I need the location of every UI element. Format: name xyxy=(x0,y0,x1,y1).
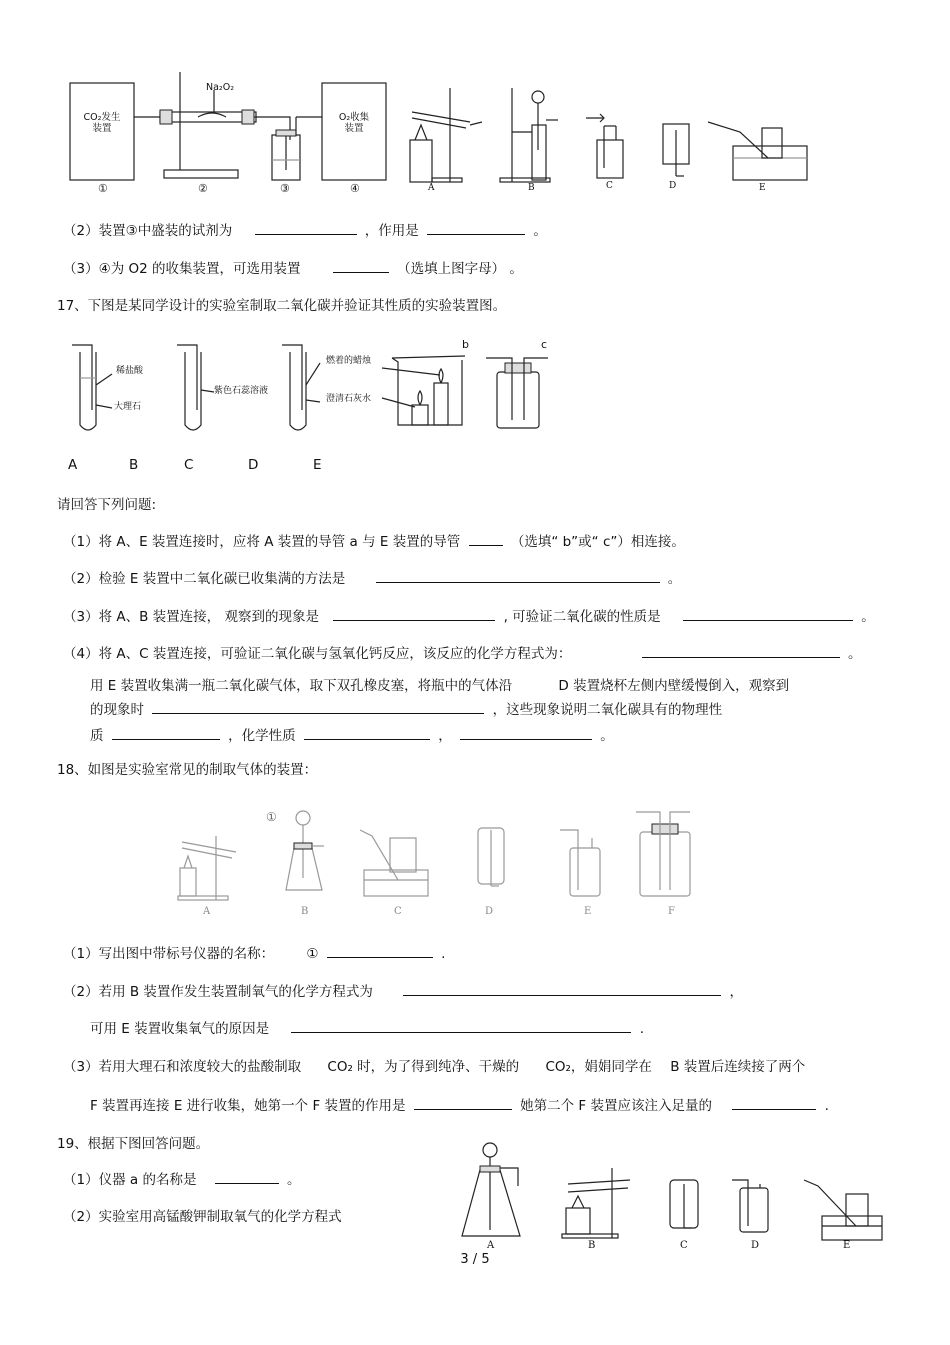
q18-part5: F 装置再连接 E 进行收集，她第一个 F 装置的作用是 她第二个 F 装置应该注入足量的 . xyxy=(90,1094,829,1114)
q18-part3: 可用 E 装置收集氧气的原因是 . xyxy=(90,1017,644,1037)
q19-fig-label-a: A xyxy=(487,1240,495,1251)
fig1-label-1: ① xyxy=(98,182,108,195)
q17-letter-e: E xyxy=(313,457,322,473)
na2o2-label: Na₂O₂ xyxy=(205,82,235,93)
label-limewater: 澄清石灰水 xyxy=(326,394,372,404)
q17-part2: （2）检验 E 装置中二氧化碳已收集满的方法是 。 xyxy=(63,567,681,587)
fig1-label-2: ② xyxy=(198,182,208,195)
q19-fig-label-b: B xyxy=(588,1240,596,1251)
fig1-label-3: ③ xyxy=(280,182,290,195)
q18-part2: （2）若用 B 装置作发生装置制氧气的化学方程式为 ， xyxy=(63,980,743,1000)
q18-fig-label-a: A xyxy=(203,906,211,917)
q17-letter-d: D xyxy=(248,457,259,473)
q18-fig-label-c: C xyxy=(394,906,402,917)
o2-collector-label: O₂收集 装置 xyxy=(338,112,370,134)
q17-title: 17、下图是某同学设计的实验室制取二氧化碳并验证其性质的实验装置图。 xyxy=(57,298,507,314)
q19-title: 19、根据下图回答问题。 xyxy=(57,1136,210,1152)
q18-fig-label-e: E xyxy=(584,906,592,917)
fig1-label-d: D xyxy=(669,181,677,191)
q19-fig-label-c: C xyxy=(680,1240,688,1251)
q18-title: 18、如图是实验室常见的制取气体的装置： xyxy=(57,762,318,778)
q18-part4: （3）若用大理石和浓度较大的盐酸制取 CO₂ 时，为了得到纯净、干燥的 CO₂，娟娟同学在 B 装置后连续接了两个 xyxy=(63,1059,806,1075)
label-dilute-hcl: 稀盐酸 xyxy=(116,366,144,376)
co2-generator-label: CO₂发生 装置 xyxy=(83,112,121,134)
q17-part3: （3）将 A、B 装置连接， 观察到的现象是 , 可验证二氧化碳的性质是 。 xyxy=(63,605,875,625)
fig1-label-c: C xyxy=(606,181,613,191)
q17-part4: （4）将 A、C 装置连接，可验证二氧化碳与氢氧化钙反应，该反应的化学方程式为： 。 xyxy=(63,642,861,662)
q16-part2: （2）装置③中盛装的试剂为 ，作用是 。 xyxy=(63,219,547,239)
q18-circle-label: ① xyxy=(266,810,277,824)
q17-part7: 质 ，化学性质 ， 。 xyxy=(90,724,614,744)
q17-part6: 的现象时 ，这些现象说明二氧化碳具有的物理性 xyxy=(90,698,722,718)
page-number: 3 / 5 xyxy=(460,1252,490,1267)
q18-fig-label-d: D xyxy=(485,906,494,917)
label-pipe-b: b xyxy=(462,338,469,351)
q16-part3: （3）④为 O2 的收集装置，可选用装置 （选填上图字母） 。 xyxy=(63,257,523,277)
q17-letter-b: B xyxy=(129,457,139,473)
label-pipe-c: c xyxy=(541,338,548,351)
q19-part2: （2）实验室用高锰酸钾制取氧气的化学方程式 xyxy=(63,1209,342,1225)
label-candle: 燃着的蜡烛 xyxy=(326,356,372,366)
fig1-label-4: ④ xyxy=(350,182,360,195)
fig1-label-b: B xyxy=(528,183,535,193)
q17-letter-c: C xyxy=(184,457,194,473)
q18-fig-label-f: F xyxy=(668,906,675,917)
label-litmus: 紫色石蕊溶液 xyxy=(214,386,269,396)
q19-fig-label-d: D xyxy=(751,1240,760,1251)
q19-part1: （1）仪器 a 的名称是 。 xyxy=(63,1168,301,1188)
fig1-label-e: E xyxy=(759,183,766,193)
label-marble: 大理石 xyxy=(114,402,142,412)
q17-part1: （1）将 A、E 装置连接时，应将 A 装置的导管 a 与 E 装置的导管 （选填“ b”或“ c”）相连接。 xyxy=(63,530,685,550)
fig1-label-a: A xyxy=(428,183,435,193)
q19-fig-label-e: E xyxy=(843,1240,851,1251)
q17-part5: 用 E 装置收集满一瓶二氧化碳气体，取下双孔橡皮塞，将瓶中的气体沿 D 装置烧杯左侧内壁缓慢倒入，观察到 xyxy=(90,678,790,694)
q18-fig-label-b: B xyxy=(301,906,309,917)
q17-prompt: 请回答下列问题: xyxy=(57,497,157,513)
q17-letter-a: A xyxy=(68,457,78,473)
q18-part1: （1）写出图中带标号仪器的名称： ① . xyxy=(63,942,445,962)
